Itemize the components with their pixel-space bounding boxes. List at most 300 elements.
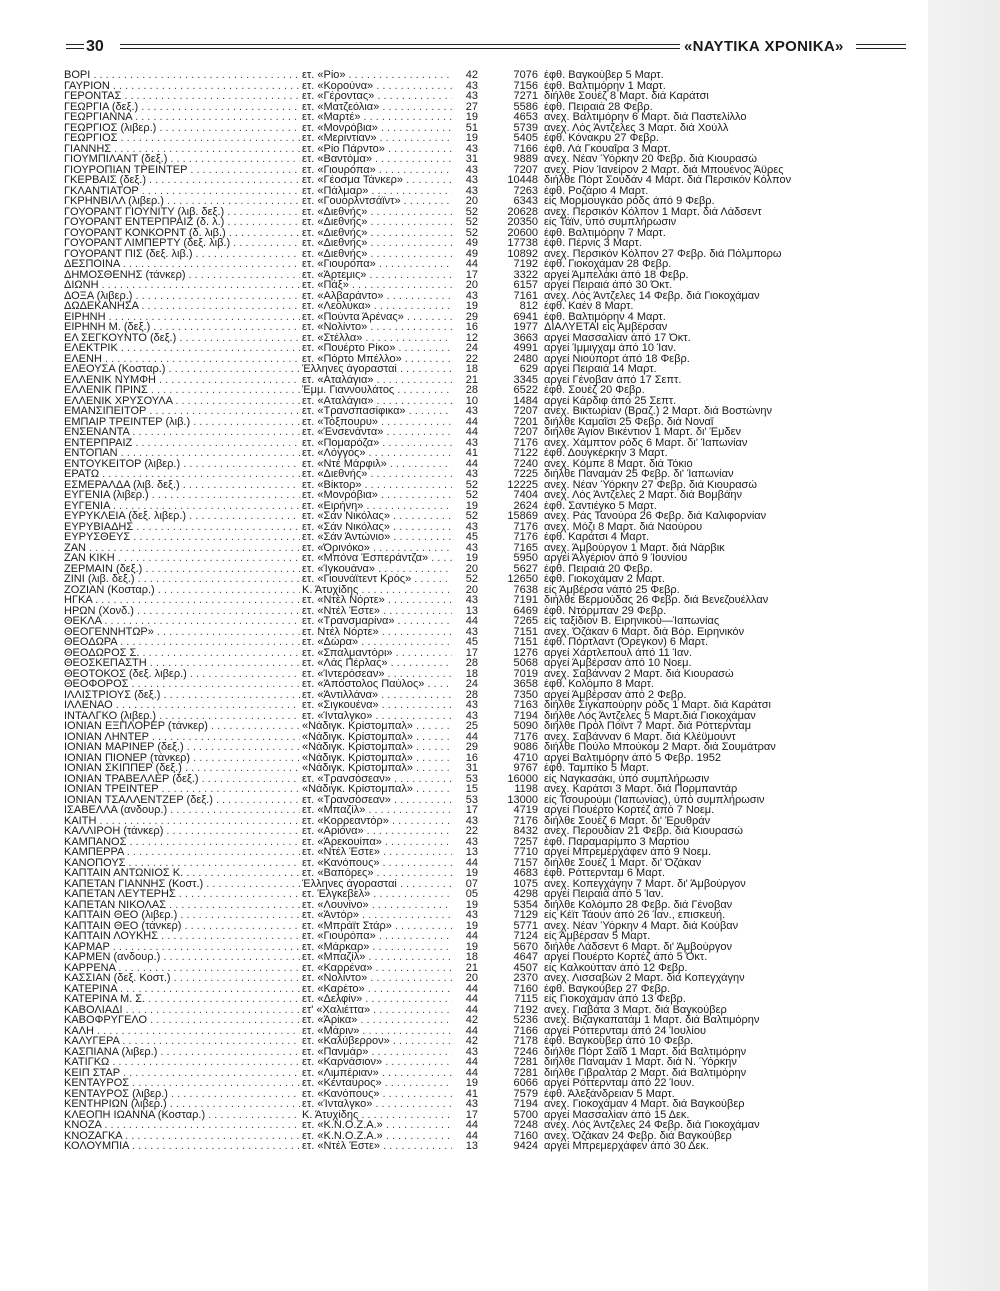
ship-built-year: 43 bbox=[465, 836, 478, 848]
ship-position: διήλθε Παναμάν 1 Μαρτ. διά Ν. Ύόρκην bbox=[544, 1057, 737, 1068]
ship-row bbox=[64, 1005, 924, 1016]
ship-position: έφθ. Κολόμπο 8 Μαρτ. bbox=[544, 679, 654, 690]
ship-built-year: 43 bbox=[465, 143, 478, 155]
ship-row bbox=[64, 952, 924, 963]
ship-built-year: 12 bbox=[465, 332, 478, 344]
ship-owner: ετ. «Νολίντο» . . . bbox=[302, 322, 452, 333]
ship-position: ανεχ. Χάμπτον ρόδς 6 Μαρτ. δι' Ίαπωνίαν bbox=[544, 437, 748, 449]
ship-tonnage: 12225 bbox=[507, 479, 538, 491]
ship-row bbox=[64, 585, 924, 596]
ship-position: ανεχ. Σαβάνναν 6 Μαρτ. διά Κλέϋμουντ bbox=[544, 731, 736, 743]
ship-row bbox=[64, 973, 924, 984]
ship-built-year: 44 bbox=[465, 427, 478, 438]
ship-tonnage: 6941 bbox=[513, 311, 538, 323]
ship-position: διήλθε Κολόμπο 28 Φεβρ. διά Γένοβαν bbox=[544, 899, 733, 911]
ship-row bbox=[64, 186, 924, 197]
ship-name: ΘΕΟΓΕΝΝΗΤΩΡ» . . . bbox=[64, 627, 300, 638]
ship-owner: ετ. «Διεθνής» . . . bbox=[302, 249, 452, 260]
ship-owner: ετ. «Ντέλ Νόρτε» . . . bbox=[302, 595, 452, 606]
ship-row bbox=[64, 616, 924, 627]
ship-name: ΚΕΝΤΑΥΡΟΣ (λιβερ.) . . . bbox=[64, 1089, 300, 1100]
ship-owner: Κ. Άτυχίδης . . . bbox=[302, 585, 452, 596]
ship-owner: ετ. «Ίνταλγκο» . . . bbox=[302, 711, 452, 722]
ship-owner: ετ. «Μάρκαρ» . . . bbox=[302, 942, 452, 953]
ship-row bbox=[64, 805, 924, 816]
ship-name: ΔΗΜΟΣΘΕΝΗΣ (τάνκερ) . . . bbox=[64, 270, 300, 281]
ship-tonnage: 1977 bbox=[513, 322, 538, 333]
ship-name: ΚΑΠΕΤΑΝ ΝΙΚΟΛΑΣ . . . bbox=[64, 900, 300, 911]
ship-row bbox=[64, 1047, 924, 1058]
ship-tonnage: 5090 bbox=[513, 721, 538, 732]
ship-row bbox=[64, 637, 924, 648]
ship-tonnage: 6469 bbox=[513, 605, 538, 617]
header-rule-middle bbox=[120, 44, 680, 49]
ship-name: ΚΑΤΕΡΙΝΑ . . . bbox=[64, 984, 300, 995]
ship-owner: ετ. «Μονρόβια» . . . bbox=[302, 123, 452, 134]
ship-built-year: 44 bbox=[465, 994, 478, 1005]
ship-tonnage: 3658 bbox=[513, 679, 538, 690]
ship-row bbox=[64, 270, 924, 281]
ship-owner: ετ. «Γέοσμα Τάνκερ» . . . bbox=[302, 175, 452, 186]
ship-name: ΕΥΓΕΝΙΑ . . . bbox=[64, 501, 300, 512]
ship-position: είς Κέϊτ Τάουν άπό 26 Ίαν., επισκευή. bbox=[544, 910, 726, 921]
ship-name: ΓΚΕΡΒΑΪΣ (δεξ.) . . . bbox=[64, 175, 300, 186]
ship-built-year: 42 bbox=[465, 1036, 478, 1047]
ship-row bbox=[64, 102, 924, 113]
ship-row bbox=[64, 984, 924, 995]
ship-name: ΕΜΠΑΪΡ ΤΡΕΪΝΤΕΡ (λιβ.) . . . bbox=[64, 417, 300, 428]
ship-built-year: 51 bbox=[465, 122, 478, 134]
ship-row bbox=[64, 679, 924, 690]
ship-position: ανεχ. Σαβάνναν 2 Μαρτ. διά Κιουρασώ bbox=[544, 668, 734, 680]
ship-built-year: 52 bbox=[465, 479, 478, 491]
ship-tonnage: 629 bbox=[519, 364, 538, 375]
ship-name: ΓΙΑΝΝΗΣ . . . bbox=[64, 144, 300, 155]
ship-row bbox=[64, 1120, 924, 1131]
ship-owner: ετ. «Αλβαράντο» . . . bbox=[302, 291, 452, 302]
ship-row bbox=[64, 522, 924, 533]
ship-tonnage: 7281 bbox=[513, 1057, 538, 1068]
ship-built-year: 22 bbox=[465, 353, 478, 365]
ship-name: ΚΑΒΟΦΡΥΓΕΛΟ . . . bbox=[64, 1015, 300, 1026]
ship-tonnage: 7207 bbox=[513, 406, 538, 417]
ship-name: ΚΕΝΤΑΥΡΟΣ . . . bbox=[64, 1078, 300, 1089]
ship-name: ΓΟΥΟΡΑΝΤ ΓΙΟΥΝΙΤΥ (λιβ. δεξ.) . . . bbox=[64, 207, 300, 218]
ship-tonnage: 4683 bbox=[513, 868, 538, 879]
ship-built-year: 52 bbox=[465, 511, 478, 522]
ship-built-year: 44 bbox=[465, 1130, 478, 1142]
ship-tonnage: 20350 bbox=[507, 217, 538, 228]
ship-row bbox=[64, 816, 924, 827]
ship-tonnage: 2480 bbox=[513, 353, 538, 365]
ship-position: έφθ. Βαλτιμόρην 1 Μαρτ. bbox=[544, 80, 666, 92]
ship-position: αργεί Μπρεμερχάφεν άπό 30 Δεκ. bbox=[544, 1141, 709, 1152]
ship-owner: ετ. «Κανόπους» . . . bbox=[302, 858, 452, 869]
ship-name: ΚΝΟΖΑ . . . bbox=[64, 1120, 300, 1131]
ship-tonnage: 1075 bbox=[513, 878, 538, 890]
ship-built-year: 05 bbox=[465, 889, 478, 900]
ship-tonnage: 5354 bbox=[513, 899, 538, 911]
ship-position: ανεχ. Νέαν Ύόρκην 27 Φεβρ. διά Κιουρασώ bbox=[544, 479, 757, 491]
ship-tonnage: 7161 bbox=[513, 290, 538, 302]
ship-position: έφθ. Βαγκούβερ 5 Μαρτ. bbox=[544, 70, 664, 81]
ship-position: διήλθε Σουέζ 8 Μαρτ. διά Καράτσι bbox=[544, 91, 709, 102]
ship-owner: ετ. «Μονρόβια» . . . bbox=[302, 490, 452, 501]
ship-built-year: 43 bbox=[465, 164, 478, 176]
ship-built-year: 45 bbox=[465, 532, 478, 543]
ship-built-year: 21 bbox=[465, 962, 478, 974]
ship-position: διήλθε Σιγκαπούρην ρόδς 1 Μαρτ. διά Καράτσι bbox=[544, 700, 771, 711]
ship-row bbox=[64, 312, 924, 323]
ship-position: διήλθε Παναμάν 25 Φεβρ. δι' Ίαπωνίαν bbox=[544, 469, 734, 480]
ship-owner: ετ. «Σάν Νικόλας» . . . bbox=[302, 511, 452, 522]
ship-built-year: 43 bbox=[465, 437, 478, 449]
ship-name: ΚΑΤΙΓΚΩ . . . bbox=[64, 1057, 300, 1068]
ship-owner: ετ. «Μαρτέ» . . . bbox=[302, 112, 452, 123]
ship-position: ανεχ. Κοπεγχάγην 7 Μαρτ. δι' Άμβούργον bbox=[544, 878, 746, 890]
ship-tonnage: 7166 bbox=[513, 1025, 538, 1037]
ship-row bbox=[64, 81, 924, 92]
header-rule-right bbox=[856, 44, 906, 49]
ship-owner: ετ. «Σάν Άντώνιο» . . . bbox=[302, 532, 452, 543]
ship-position: ανεχ. Περσικόν Κόλπον 1 Μαρτ. διά Λάδσεντ bbox=[544, 206, 762, 218]
ship-built-year: 31 bbox=[465, 763, 478, 774]
ship-built-year: 43 bbox=[465, 542, 478, 554]
ship-owner: «Νάδιγκ. Κρίστομπαλ» . . . bbox=[302, 732, 452, 743]
ship-tonnage: 9889 bbox=[513, 154, 538, 165]
ship-owner: ετ. «Ντέλ Έστε» . . . bbox=[302, 847, 452, 858]
ship-position: διήλθε Σουέζ 1 Μαρτ. δι' Όζάκαν bbox=[544, 857, 702, 869]
ship-tonnage: 7710 bbox=[513, 847, 538, 858]
ship-name: ΙΛΛΕΝΑΟ . . . bbox=[64, 700, 300, 711]
ship-name: ΔΩΔΕΚΑΝΗΣΑ . . . bbox=[64, 301, 300, 312]
ship-tonnage: 5068 bbox=[513, 658, 538, 669]
ship-row bbox=[64, 322, 924, 333]
ship-position: έφθ. Άλεξάνδρειαν 5 Μαρτ. bbox=[544, 1088, 675, 1100]
ship-owner: ετ. «Κένταυρος» . . . bbox=[302, 1078, 452, 1089]
ship-name: ΖΙΝΙ (λιβ. δεξ.) . . . bbox=[64, 574, 300, 585]
ship-position: ανεχ. Καράτσι 3 Μαρτ. διά Πορμπαντάρ bbox=[544, 784, 738, 795]
ship-built-year: 24 bbox=[465, 343, 478, 354]
ship-name: ΙΟΝΙΑΝ ΤΡΕΪΝΤΕΡ . . . bbox=[64, 784, 300, 795]
ship-tonnage: 3322 bbox=[513, 269, 538, 281]
ship-owner: ετ. «Βαπόρες» . . . bbox=[302, 868, 452, 879]
ship-owner: «Νάδιγκ. Κρίστομπαλ» . . . bbox=[302, 742, 452, 753]
ship-built-year: 52 bbox=[465, 574, 478, 585]
ship-position: αργεί Χάρτλεπουλ άπό 11 Ίαν. bbox=[544, 647, 692, 659]
ship-name: ΙΟΝΙΑΝ ΤΣΑΛΛΕΝΤΖΕΡ (δεξ.) . . . bbox=[64, 795, 300, 806]
ship-name: ΙΟΝΙΑΝ ΜΑΡΙΝΕΡ (δεξ.) . . . bbox=[64, 742, 300, 753]
ship-position: έφθ. Ρόττερνταμ 6 Μαρτ. bbox=[544, 868, 666, 879]
ship-position: ανεχ. Λός Άντζελες 3 Μαρτ. διά Χούλλ bbox=[544, 122, 729, 134]
ship-position: ανεχ. Ρίον Ίανείρον 2 Μαρτ. διά Μπουένος Άϋρες bbox=[544, 164, 784, 176]
ship-position: αργεί Άμβέρσαν άπό 2 Φεβρ. bbox=[544, 689, 687, 701]
ship-name: ΓΟΥΟΡΑΝΤ ΛΙΜΠΕΡΤΥ (δεξ. λιβ.) . . . bbox=[64, 238, 300, 249]
ship-row bbox=[64, 196, 924, 207]
ship-built-year: 43 bbox=[465, 1099, 478, 1110]
ship-tonnage: 5627 bbox=[513, 563, 538, 575]
ship-name: ΕΝΤΟΥΚΕΪΤΟΡ (λιβερ.) . . . bbox=[64, 459, 300, 470]
ship-row bbox=[64, 690, 924, 701]
page-number: 30 bbox=[86, 38, 104, 55]
ship-owner: ετ. Έλγκεβελ» . . . bbox=[302, 889, 452, 900]
ship-tonnage: 7176 bbox=[513, 731, 538, 743]
ship-owner: Κ. Άτυχίδης . . . bbox=[302, 1110, 452, 1121]
ship-row bbox=[64, 228, 924, 239]
ship-built-year: 43 bbox=[465, 1046, 478, 1058]
ship-row bbox=[64, 1036, 924, 1047]
ship-tonnage: 7163 bbox=[513, 700, 538, 711]
ship-name: ΙΟΝΙΑΝ ΛΗΝΤΕΡ . . . bbox=[64, 732, 300, 743]
ship-row bbox=[64, 627, 924, 638]
ship-row bbox=[64, 280, 924, 291]
ship-tonnage: 4719 bbox=[513, 805, 538, 816]
ship-row bbox=[64, 837, 924, 848]
ship-name: ΕΝΤΕΡΠΡΑΪΖ . . . bbox=[64, 438, 300, 449]
ship-row bbox=[64, 291, 924, 302]
ship-position: αργεί Πειραιά άπό 5 Ίαν. bbox=[544, 889, 664, 900]
ship-owner: ετ. «Αταλάγια» . . . bbox=[302, 396, 452, 407]
ship-name: ΕΥΡΥΚΛΕΙΑ (δεξ. λιβερ.) . . . bbox=[64, 511, 300, 522]
ship-owner: ετ. «Γιουρόπα» . . . bbox=[302, 259, 452, 270]
ship-built-year: 19 bbox=[465, 899, 478, 911]
ship-position: ΔΙΑΛΥΕΤΑΙ είς Άμβέρσαν bbox=[544, 322, 668, 333]
ship-owner: «Νάδιγκ. Κρίστομπαλ» . . . bbox=[302, 763, 452, 774]
ship-name: ΚΛΕΟΠΗ ΙΩΑΝΝΑ (Κοσταρ.) . . . bbox=[64, 1110, 300, 1121]
ship-owner: ετ. «Νολίντο» . . . bbox=[302, 973, 452, 984]
ship-owner: ετ' «Χαλιέττα» . . . bbox=[302, 1005, 452, 1016]
ship-tonnage: 7192 bbox=[513, 259, 538, 270]
ship-tonnage: 10892 bbox=[507, 248, 538, 260]
ship-tonnage: 7191 bbox=[513, 595, 538, 606]
ship-row bbox=[64, 175, 924, 186]
ship-position: διήλθε Γιβραλτάρ 2 Μαρτ. διά Βαλτιμόρην bbox=[544, 1067, 747, 1079]
ship-row bbox=[64, 259, 924, 270]
ship-row bbox=[64, 396, 924, 407]
ship-name: ΓΕΩΡΓΙΑΝΝΑ . . . bbox=[64, 112, 300, 123]
ship-name: ΕΛΕΝΗ . . . bbox=[64, 354, 300, 365]
ship-name: ΗΓΚΑ . . . bbox=[64, 595, 300, 606]
ship-tonnage: 9086 bbox=[513, 742, 538, 753]
ship-position: έφθ. Παραμαρίμπο 3 Μαρτίου bbox=[544, 836, 690, 848]
ship-owner: ετ. «Ειρήνη» . . . bbox=[302, 501, 452, 512]
ship-name: ΓΚΛΑΝΤΙΑΤΟΡ . . . bbox=[64, 186, 300, 197]
ship-position: ανεχ. Βαλτιμόρην 6 Μαρτ. διά Παστελίλλο bbox=[544, 112, 747, 123]
ship-built-year: 43 bbox=[465, 469, 478, 480]
ship-position: έφθ. Ροζάριο 4 Μαρτ. bbox=[544, 185, 649, 197]
ship-owner: ετ. «Πόρτο Μπέλλο» . . . bbox=[302, 354, 452, 365]
ship-name: ΘΕΟΔΩΡΑ . . . bbox=[64, 637, 300, 648]
ship-row bbox=[64, 427, 924, 438]
ship-built-year: 29 bbox=[465, 311, 478, 323]
ship-position: ανεχ. Λός Άντζελες 24 Φεβρ. διά Γιοκοχάμαν bbox=[544, 1120, 760, 1131]
ship-position: ανεχ. Λός Άντζελες 2 Μαρτ. διά Βομβάην bbox=[544, 490, 742, 501]
ship-tonnage: 5700 bbox=[513, 1109, 538, 1121]
ship-name: ΓΟΥΟΡΑΝΤ ΕΝΤΕΡΠΡΑΪΖ (δ. λ.) . . . bbox=[64, 217, 300, 228]
ship-built-year: 31 bbox=[465, 154, 478, 165]
ship-position: ανεχ. Κόμπε 8 Μαρτ. διά Τόκιο bbox=[544, 458, 693, 470]
ship-position: αργεί Κάρδιφ άπό 25 Σεπτ. bbox=[544, 395, 677, 407]
ship-built-year: 21 bbox=[465, 374, 478, 386]
ship-position: έφθ. Δουγκέρκην 3 Μαρτ. bbox=[544, 448, 668, 459]
header-rule-left bbox=[66, 44, 84, 49]
ship-position: αργεί Μασσαλίαν άπό 17 Όκτ. bbox=[544, 332, 691, 344]
ship-owner: ετ. «Τρανσπασίφικα» . . . bbox=[302, 406, 452, 417]
ship-row bbox=[64, 564, 924, 575]
ship-tonnage: 5739 bbox=[513, 122, 538, 134]
ship-name: ΚΑΒΟΛΙΑΔΙ . . . bbox=[64, 1005, 300, 1016]
ship-name: ΙΟΝΙΑΝ ΣΚΙΠΠΕΡ (δεξ.) . . . bbox=[64, 763, 300, 774]
ship-owner: ετ. «Πομαρόζα» . . . bbox=[302, 438, 452, 449]
ship-owner: ετ. «Μπόνα Έσπεράντζα» . . . bbox=[302, 553, 452, 564]
ship-position: ανεχ. Γιοκοχάμαν 4 Μαρτ. διά Βαγκούβερ bbox=[544, 1099, 745, 1110]
ship-owner: ετ. «Γουορλντσάϊντ» . . . bbox=[302, 196, 452, 207]
ship-name: ΖΟΖΙΑΝ (Κοσταρ.) . . . bbox=[64, 585, 300, 596]
ship-built-year: 18 bbox=[465, 952, 478, 963]
ship-name: ΓΚΡΗΝΒΙΛΛ (λιβερ.) . . . bbox=[64, 196, 300, 207]
ship-tonnage: 7157 bbox=[513, 857, 538, 869]
ship-tonnage: 5771 bbox=[513, 920, 538, 932]
ship-tonnage: 5405 bbox=[513, 133, 538, 144]
ship-tonnage: 7263 bbox=[513, 185, 538, 197]
ship-tonnage: 7151 bbox=[513, 626, 538, 638]
ship-built-year: 16 bbox=[465, 322, 478, 333]
ship-built-year: 20 bbox=[465, 973, 478, 984]
ship-row bbox=[64, 469, 924, 480]
ship-tonnage: 1276 bbox=[513, 647, 538, 659]
ship-built-year: 17 bbox=[465, 269, 478, 281]
ship-name: ΘΕΟΣΚΕΠΑΣΤΗ . . . bbox=[64, 658, 300, 669]
ship-tonnage: 5950 bbox=[513, 553, 538, 564]
ship-built-year: 43 bbox=[465, 910, 478, 921]
ship-owner: Έλληνες άγορασταί . . . bbox=[302, 879, 452, 890]
ship-built-year: 43 bbox=[465, 80, 478, 92]
ship-owner: ετ. «Κ.Ν.Ο.Ζ.Α.» . . . bbox=[302, 1131, 452, 1142]
ship-name: ΙΟΝΙΑΝ ΤΡΑΒΕΛΛΕΡ (δεξ.) . . . bbox=[64, 774, 300, 785]
ship-name: ΚΑΛΗ . . . bbox=[64, 1026, 300, 1037]
journal-title: «ΝΑΥΤΙΚΑ ΧΡΟΝΙΚΑ» bbox=[684, 38, 844, 55]
ship-name: ΕΙΡΗΝΗ Μ. (δεξ.) . . . bbox=[64, 322, 300, 333]
ship-tonnage: 15869 bbox=[507, 511, 538, 522]
ship-position: είς Γιοκοχάμαν άπό 13 Φεβρ. bbox=[544, 994, 686, 1005]
ship-built-year: 25 bbox=[465, 721, 478, 732]
ship-built-year: 17 bbox=[465, 1109, 478, 1121]
ship-tonnage: 2624 bbox=[513, 500, 538, 512]
ship-name: ΓΕΩΡΓΙΟΣ (λιβερ.) . . . bbox=[64, 123, 300, 134]
ship-owner: ετ. «Καρρένα» . . . bbox=[302, 963, 452, 974]
ship-row bbox=[64, 1068, 924, 1079]
ship-position: έφθ. Γιοκοχάμαν 28 Φεβρ. bbox=[544, 259, 672, 270]
ship-built-year: 49 bbox=[465, 248, 478, 260]
ship-built-year: 15 bbox=[465, 784, 478, 795]
ship-name: ΓΕΩΡΓΙΑ (δεξ.) . . . bbox=[64, 102, 300, 113]
ship-position: διήλθε Πόρτ Σαΐδ 1 Μαρτ. διά Βαλτιμόρην bbox=[544, 1046, 747, 1058]
ship-name: ΓΙΟΥΡΟΠΙΑΝ ΤΡΕΪΝΤΕΡ . . . bbox=[64, 165, 300, 176]
ship-owner: ετ. «Κανόπους» . . . bbox=[302, 1089, 452, 1100]
ship-position: αργεί Άμβέρσαν άπό 10 Νοεμ. bbox=[544, 658, 692, 669]
ship-row bbox=[64, 1131, 924, 1142]
ship-tonnage: 7176 bbox=[513, 437, 538, 449]
ship-owner: ετ. «Γιουνάϊτεντ Κρός» . . . bbox=[302, 574, 452, 585]
ship-built-year: 19 bbox=[465, 500, 478, 512]
ship-built-year: 44 bbox=[465, 731, 478, 743]
ship-name: ΕΙΡΗΝΗ . . . bbox=[64, 312, 300, 323]
ship-tonnage: 7176 bbox=[513, 815, 538, 827]
ship-name: ΚΑΣΠΙΑΝΑ (λιβερ.) . . . bbox=[64, 1047, 300, 1058]
ship-row bbox=[64, 931, 924, 942]
ship-name: ΔΕΣΠΟΙΝΑ . . . bbox=[64, 259, 300, 270]
ship-position: έφθ. Καέν 8 Μαρτ. bbox=[544, 301, 634, 312]
ship-tonnage: 4710 bbox=[513, 752, 538, 764]
ship-owner: ετ. «Μάριν» . . . bbox=[302, 1026, 452, 1037]
ship-position: έφθ. Λά Γκουαΐρα 3 Μαρτ. bbox=[544, 143, 671, 155]
ship-owner: ετ. «Καρέτο» . . . bbox=[302, 984, 452, 995]
ship-name: ΘΕΟΦΟΡΟΣ . . . bbox=[64, 679, 300, 690]
ship-tonnage: 7248 bbox=[513, 1120, 538, 1131]
ship-built-year: 19 bbox=[465, 1078, 478, 1089]
ship-built-year: 19 bbox=[465, 133, 478, 144]
ship-name: ΚΑΝΟΠΟΥΣ . . . bbox=[64, 858, 300, 869]
ship-name: ΓΟΥΟΡΑΝΤ ΠΙΣ (δεξ. λιβ.) . . . bbox=[64, 249, 300, 260]
ship-row bbox=[64, 133, 924, 144]
ship-name: ΖΑΝ ΚΙΚΗ . . . bbox=[64, 553, 300, 564]
ship-built-year: 52 bbox=[465, 490, 478, 501]
ship-tonnage: 6343 bbox=[513, 196, 538, 207]
ship-built-year: 53 bbox=[465, 773, 478, 785]
ship-position: είς Ναγκασάκι, ύπό συμπλήρωσιν bbox=[544, 773, 710, 785]
ship-owner: ετ. «Γέροντας» . . . bbox=[302, 91, 452, 102]
ship-tonnage: 7265 bbox=[513, 616, 538, 627]
ship-name: ΗΡΩΝ (Χονδ.) . . . bbox=[64, 606, 300, 617]
ship-tonnage: 4298 bbox=[513, 889, 538, 900]
ship-row bbox=[64, 112, 924, 123]
ship-tonnage: 7160 bbox=[513, 983, 538, 995]
ship-tonnage: 20600 bbox=[507, 227, 538, 239]
ship-position: ανεχ. Λός Άντζελες 14 Φεβρ. διά Γιοκοχάμαν bbox=[544, 290, 760, 302]
ship-row bbox=[64, 70, 924, 81]
ship-row bbox=[64, 1141, 924, 1152]
ship-position: ανεχ. Νέαν Ύόρκην 20 Φεβρ. διά Κιουρασώ bbox=[544, 154, 757, 165]
ship-built-year: 28 bbox=[465, 658, 478, 669]
ship-name: ΚΑΜΠΑΝΟΣ . . . bbox=[64, 837, 300, 848]
ship-position: διήλθε Καμαΐσι 25 Φεβρ. διά Νοναΐ bbox=[544, 416, 714, 428]
ship-built-year: 44 bbox=[465, 1067, 478, 1079]
ship-tonnage: 7176 bbox=[513, 521, 538, 533]
ship-name: ΖΕΡΜΑΙΝ (δεξ.) . . . bbox=[64, 564, 300, 575]
ship-owner: ετ. «Κ.Ν.Ο.Ζ.Α.» . . . bbox=[302, 1120, 452, 1131]
ship-owner: ετ. «Πάξ» . . . bbox=[302, 280, 452, 291]
ship-position: διήλθε Πόρτ Σουδάν 4 Μαρτ. διά Περσικόν Κόλπον bbox=[544, 175, 792, 186]
ship-tonnage: 7165 bbox=[513, 542, 538, 554]
ship-position: ανεχ. Άμβούργον 1 Μαρτ. διά Νάρβικ bbox=[544, 542, 725, 554]
ship-owner: ετ. «Μπαζίλ» . . . bbox=[302, 952, 452, 963]
ship-position: ανεχ. Ράς Τανούρα 26 Φεβρ. διά Καλιφορνίαν bbox=[544, 511, 767, 522]
ship-owner: ετ. «Ίγκουάνα» . . . bbox=[302, 564, 452, 575]
ship-built-year: 19 bbox=[465, 941, 478, 953]
ship-tonnage: 7151 bbox=[513, 637, 538, 648]
ship-name: ΔΙΩΝΗ . . . bbox=[64, 280, 300, 291]
ship-owner: ετ. «Τρανσόσεαν» . . . bbox=[302, 795, 452, 806]
ship-position: αργεί Πουέρτο Κορτέζ άπό 5 Όκτ. bbox=[544, 952, 708, 963]
ship-owner: ετ. «Διεθνής» . . . bbox=[302, 238, 452, 249]
ship-built-year: 43 bbox=[465, 290, 478, 302]
ship-tonnage: 4653 bbox=[513, 112, 538, 123]
ship-owner: ετ. «Αταλάγια» . . . bbox=[302, 375, 452, 386]
ship-owner: ετ. Ντέλ Νόρτε» . . . bbox=[302, 627, 452, 638]
ship-owner: ετ. «Διεθνής» . . . bbox=[302, 469, 452, 480]
ship-name: ΚΑΣΣΙΑΝ (δεξ. Κοστ.) . . . bbox=[64, 973, 300, 984]
ship-owner: ετ. «Σιγκουένα» . . . bbox=[302, 700, 452, 711]
